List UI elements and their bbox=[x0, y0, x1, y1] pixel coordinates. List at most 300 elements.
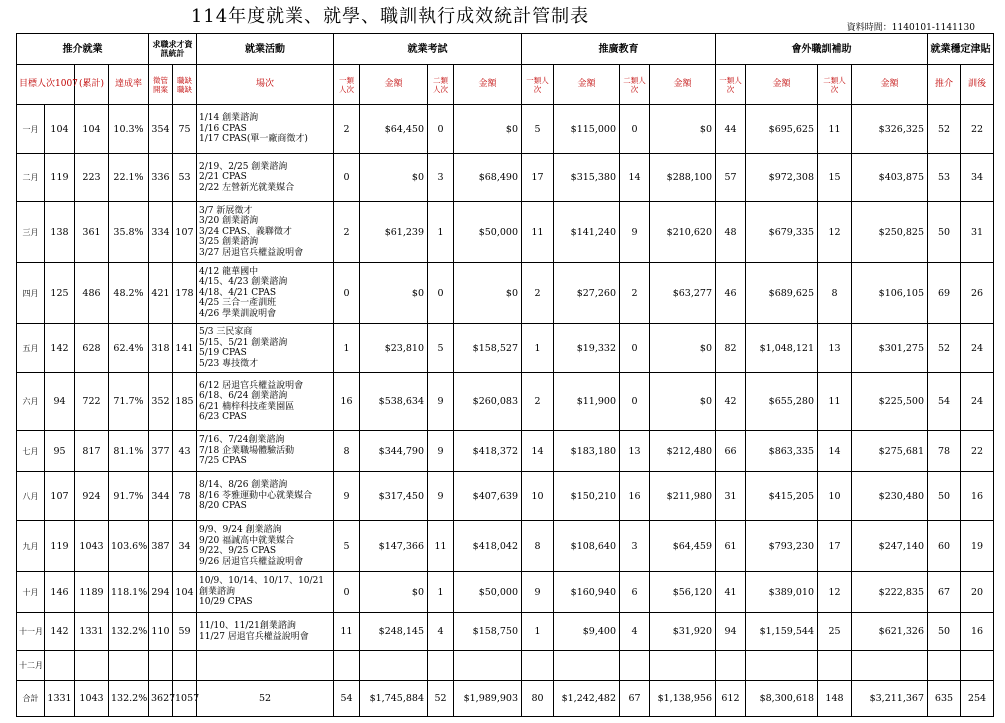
cell-ea2: $68,490 bbox=[454, 154, 522, 202]
cell-ea2: $407,639 bbox=[454, 472, 522, 521]
cell-cum: 486 bbox=[75, 263, 109, 324]
cell-s1: 50 bbox=[928, 613, 961, 651]
cell-vac: 75 bbox=[173, 105, 197, 154]
cell-t2: 10 bbox=[818, 472, 852, 521]
table-row bbox=[17, 431, 994, 472]
cell-vac: 141 bbox=[173, 324, 197, 373]
cell-ea1: $147,366 bbox=[360, 521, 428, 572]
cell-ea1: $1,745,884 bbox=[360, 681, 428, 717]
cell-vac: 53 bbox=[173, 154, 197, 202]
cell-rate: 132.2% bbox=[109, 613, 149, 651]
cell-rate bbox=[109, 651, 149, 681]
cell-pa1: $108,640 bbox=[554, 521, 620, 572]
subheader-place: 場次 bbox=[197, 65, 334, 105]
header-edu: 推廣教育 bbox=[522, 34, 716, 65]
cell-cum: 104 bbox=[75, 105, 109, 154]
cell-p2: 16 bbox=[620, 472, 650, 521]
month-cell: 十月 bbox=[17, 572, 45, 613]
cell-emp: 294 bbox=[149, 572, 173, 613]
subheader-training-class2: 二類人次 bbox=[818, 65, 852, 105]
cell-pa2: $210,620 bbox=[650, 202, 716, 263]
month-cell: 十二月 bbox=[17, 651, 45, 681]
cell-pa2 bbox=[650, 651, 716, 681]
cell-t1: 66 bbox=[716, 431, 746, 472]
cell-e1 bbox=[334, 651, 360, 681]
subheader-target: 目標人次1007 bbox=[17, 65, 75, 105]
cell-p2: 67 bbox=[620, 681, 650, 717]
cell-s2: 20 bbox=[961, 572, 994, 613]
cell-pa2: $31,920 bbox=[650, 613, 716, 651]
month-cell: 七月 bbox=[17, 431, 45, 472]
cell-ta1: $863,335 bbox=[746, 431, 818, 472]
cell-e1: 16 bbox=[334, 373, 360, 431]
cell-p1: 1 bbox=[522, 613, 554, 651]
cell-t1: 612 bbox=[716, 681, 746, 717]
cell-ta1: $389,010 bbox=[746, 572, 818, 613]
cell-e1: 8 bbox=[334, 431, 360, 472]
month-cell: 二月 bbox=[17, 154, 45, 202]
cell-p2: 0 bbox=[620, 324, 650, 373]
cell-t2: 11 bbox=[818, 105, 852, 154]
subheader-exam-class1: 一類人次 bbox=[334, 65, 360, 105]
cell-t1: 42 bbox=[716, 373, 746, 431]
cell-pa1: $160,940 bbox=[554, 572, 620, 613]
cell-ta1: $972,308 bbox=[746, 154, 818, 202]
cell-e2: 9 bbox=[428, 373, 454, 431]
cell-t2: 8 bbox=[818, 263, 852, 324]
month-cell: 十一月 bbox=[17, 613, 45, 651]
cell-ta1: $1,048,121 bbox=[746, 324, 818, 373]
cell-e1: 0 bbox=[334, 263, 360, 324]
cell-pa2: $211,980 bbox=[650, 472, 716, 521]
statistics-table bbox=[16, 33, 994, 717]
cell-cum: 1189 bbox=[75, 572, 109, 613]
cell-vac: 43 bbox=[173, 431, 197, 472]
cell-s1: 50 bbox=[928, 202, 961, 263]
cell-e2: 4 bbox=[428, 613, 454, 651]
cell-pa1: $141,240 bbox=[554, 202, 620, 263]
cell-ea1: $344,790 bbox=[360, 431, 428, 472]
cell-n bbox=[45, 651, 75, 681]
cell-ta2 bbox=[852, 651, 928, 681]
cell-rate: 22.1% bbox=[109, 154, 149, 202]
cell-e2: 52 bbox=[428, 681, 454, 717]
cell-place: 52 bbox=[197, 681, 334, 717]
cell-t2: 25 bbox=[818, 613, 852, 651]
cell-s2 bbox=[961, 651, 994, 681]
cell-cum bbox=[75, 651, 109, 681]
cell-n: 94 bbox=[45, 373, 75, 431]
cell-e2: 0 bbox=[428, 263, 454, 324]
subheader-training-amount2: 金額 bbox=[852, 65, 928, 105]
page-title: 114年度就業、就學、職訓執行成效統計管制表 bbox=[190, 6, 590, 27]
cell-p2 bbox=[620, 651, 650, 681]
cell-e2: 0 bbox=[428, 105, 454, 154]
cell-vac: 34 bbox=[173, 521, 197, 572]
cell-ea2 bbox=[454, 651, 522, 681]
cell-p1: 2 bbox=[522, 263, 554, 324]
subheader-exam-class2: 二類人次 bbox=[428, 65, 454, 105]
cell-t1: 61 bbox=[716, 521, 746, 572]
cell-place: 7/16、7/24創業諮詢 7/18 企業職場體驗活動 7/25 CPAS bbox=[197, 431, 334, 472]
total-row bbox=[17, 681, 994, 717]
header-vacancy: 求職求才資訊統計 bbox=[149, 34, 197, 65]
cell-pa2: $0 bbox=[650, 373, 716, 431]
cell-ta1: $689,625 bbox=[746, 263, 818, 324]
cell-ea1: $61,239 bbox=[360, 202, 428, 263]
cell-ta2: $403,875 bbox=[852, 154, 928, 202]
subheader-training-amount1: 金額 bbox=[746, 65, 818, 105]
cell-e2 bbox=[428, 651, 454, 681]
table-row bbox=[17, 572, 994, 613]
header-referral: 推介就業 bbox=[17, 34, 149, 65]
cell-ta1: $1,159,544 bbox=[746, 613, 818, 651]
cell-ea2: $50,000 bbox=[454, 572, 522, 613]
cell-p2: 6 bbox=[620, 572, 650, 613]
cell-ta2: $275,681 bbox=[852, 431, 928, 472]
cell-p1: 10 bbox=[522, 472, 554, 521]
month-cell: 六月 bbox=[17, 373, 45, 431]
cell-e1: 5 bbox=[334, 521, 360, 572]
cell-ea2: $158,750 bbox=[454, 613, 522, 651]
cell-p1: 1 bbox=[522, 324, 554, 373]
cell-cum: 361 bbox=[75, 202, 109, 263]
subheader-exam-amount2: 金額 bbox=[454, 65, 522, 105]
cell-emp bbox=[149, 651, 173, 681]
cell-s2: 22 bbox=[961, 431, 994, 472]
cell-ea1 bbox=[360, 651, 428, 681]
cell-vac: 59 bbox=[173, 613, 197, 651]
cell-t1 bbox=[716, 651, 746, 681]
cell-cum: 817 bbox=[75, 431, 109, 472]
cell-pa1 bbox=[554, 651, 620, 681]
cell-p2: 13 bbox=[620, 431, 650, 472]
cell-e2: 5 bbox=[428, 324, 454, 373]
cell-e1: 54 bbox=[334, 681, 360, 717]
cell-ta2: $621,326 bbox=[852, 613, 928, 651]
cell-e2: 1 bbox=[428, 572, 454, 613]
cell-pa1: $115,000 bbox=[554, 105, 620, 154]
cell-n: 1331 bbox=[45, 681, 75, 717]
cell-vac: 107 bbox=[173, 202, 197, 263]
cell-p1 bbox=[522, 651, 554, 681]
table-row bbox=[17, 202, 994, 263]
cell-emp: 110 bbox=[149, 613, 173, 651]
cell-pa1: $315,380 bbox=[554, 154, 620, 202]
cell-ea2: $1,989,903 bbox=[454, 681, 522, 717]
cell-ea1: $248,145 bbox=[360, 613, 428, 651]
cell-rate: 10.3% bbox=[109, 105, 149, 154]
cell-emp: 344 bbox=[149, 472, 173, 521]
cell-e1: 9 bbox=[334, 472, 360, 521]
cell-place: 2/19、2/25 創業諮詢 2/21 CPAS 2/22 左營新光就業媒合 bbox=[197, 154, 334, 202]
cell-p2: 2 bbox=[620, 263, 650, 324]
cell-cum: 223 bbox=[75, 154, 109, 202]
cell-ea2: $50,000 bbox=[454, 202, 522, 263]
subheader-employer: 徵管開案 bbox=[149, 65, 173, 105]
cell-pa1: $27,260 bbox=[554, 263, 620, 324]
cell-p2: 0 bbox=[620, 373, 650, 431]
month-cell: 九月 bbox=[17, 521, 45, 572]
cell-ta2: $250,825 bbox=[852, 202, 928, 263]
cell-ea2: $0 bbox=[454, 263, 522, 324]
cell-s1: 67 bbox=[928, 572, 961, 613]
cell-ea2: $260,083 bbox=[454, 373, 522, 431]
cell-ea1: $64,450 bbox=[360, 105, 428, 154]
cell-s2: 16 bbox=[961, 613, 994, 651]
cell-e1: 0 bbox=[334, 572, 360, 613]
cell-t1: 57 bbox=[716, 154, 746, 202]
cell-rate: 71.7% bbox=[109, 373, 149, 431]
month-cell: 八月 bbox=[17, 472, 45, 521]
cell-p2: 4 bbox=[620, 613, 650, 651]
cell-t2: 14 bbox=[818, 431, 852, 472]
cell-t2: 148 bbox=[818, 681, 852, 717]
cell-e1: 11 bbox=[334, 613, 360, 651]
cell-e1: 2 bbox=[334, 202, 360, 263]
cell-s2: 24 bbox=[961, 373, 994, 431]
cell-pa1: $9,400 bbox=[554, 613, 620, 651]
cell-cum: 1043 bbox=[75, 521, 109, 572]
cell-p1: 17 bbox=[522, 154, 554, 202]
cell-s2: 16 bbox=[961, 472, 994, 521]
cell-p1: 11 bbox=[522, 202, 554, 263]
cell-ea2: $418,042 bbox=[454, 521, 522, 572]
cell-t1: 31 bbox=[716, 472, 746, 521]
cell-vac: 1057 bbox=[173, 681, 197, 717]
cell-s1: 60 bbox=[928, 521, 961, 572]
cell-ea1: $23,810 bbox=[360, 324, 428, 373]
cell-ta1: $695,625 bbox=[746, 105, 818, 154]
cell-vac bbox=[173, 651, 197, 681]
table-row bbox=[17, 373, 994, 431]
cell-e2: 1 bbox=[428, 202, 454, 263]
cell-place: 8/14、8/26 創業諮詢 8/16 苓雅運動中心就業媒合 8/20 CPAS bbox=[197, 472, 334, 521]
cell-rate: 91.7% bbox=[109, 472, 149, 521]
cell-vac: 78 bbox=[173, 472, 197, 521]
cell-s1: 635 bbox=[928, 681, 961, 717]
cell-n: 138 bbox=[45, 202, 75, 263]
cell-place: 11/10、11/21創業諮詢 11/27 居退官兵權益說明會 bbox=[197, 613, 334, 651]
cell-ta2: $301,275 bbox=[852, 324, 928, 373]
table-row bbox=[17, 521, 994, 572]
subheader-after: 訓後 bbox=[961, 65, 994, 105]
cell-ta2: $3,211,367 bbox=[852, 681, 928, 717]
cell-t1: 94 bbox=[716, 613, 746, 651]
cell-place: 6/12 居退官兵權益說明會 6/18、6/24 創業諮詢 6/21 楠梓科技產業園區 6/23 CPAS bbox=[197, 373, 334, 431]
cell-rate: 132.2% bbox=[109, 681, 149, 717]
cell-s2: 34 bbox=[961, 154, 994, 202]
header-exam: 就業考試 bbox=[334, 34, 522, 65]
cell-s2: 22 bbox=[961, 105, 994, 154]
cell-t1: 41 bbox=[716, 572, 746, 613]
cell-emp: 336 bbox=[149, 154, 173, 202]
cell-ea1: $317,450 bbox=[360, 472, 428, 521]
cell-emp: 334 bbox=[149, 202, 173, 263]
table-row bbox=[17, 324, 994, 373]
cell-t2: 17 bbox=[818, 521, 852, 572]
cell-s1: 54 bbox=[928, 373, 961, 431]
cell-n: 142 bbox=[45, 324, 75, 373]
cell-t2 bbox=[818, 651, 852, 681]
subheader-edu-amount1: 金額 bbox=[554, 65, 620, 105]
cell-t2: 12 bbox=[818, 572, 852, 613]
cell-emp: 421 bbox=[149, 263, 173, 324]
cell-vac: 178 bbox=[173, 263, 197, 324]
cell-pa1: $19,332 bbox=[554, 324, 620, 373]
cell-s1 bbox=[928, 651, 961, 681]
cell-p1: 14 bbox=[522, 431, 554, 472]
cell-t2: 15 bbox=[818, 154, 852, 202]
cell-s1: 78 bbox=[928, 431, 961, 472]
cell-p1: 80 bbox=[522, 681, 554, 717]
cell-cum: 628 bbox=[75, 324, 109, 373]
cell-s2: 26 bbox=[961, 263, 994, 324]
cell-place: 5/3 三民家商 5/15、5/21 創業諮詢 5/19 CPAS 5/23 專技徵才 bbox=[197, 324, 334, 373]
cell-p2: 3 bbox=[620, 521, 650, 572]
cell-p2: 0 bbox=[620, 105, 650, 154]
cell-cum: 722 bbox=[75, 373, 109, 431]
cell-pa1: $1,242,482 bbox=[554, 681, 620, 717]
cell-emp: 3627 bbox=[149, 681, 173, 717]
cell-pa2: $0 bbox=[650, 324, 716, 373]
month-cell: 三月 bbox=[17, 202, 45, 263]
subheader-refer: 推介 bbox=[928, 65, 961, 105]
cell-ta1: $679,335 bbox=[746, 202, 818, 263]
cell-t2: 13 bbox=[818, 324, 852, 373]
cell-pa1: $150,210 bbox=[554, 472, 620, 521]
cell-e1: 1 bbox=[334, 324, 360, 373]
cell-e1: 2 bbox=[334, 105, 360, 154]
cell-ea1: $0 bbox=[360, 154, 428, 202]
subheader-edu-class1: 一類人次 bbox=[522, 65, 554, 105]
cell-emp: 318 bbox=[149, 324, 173, 373]
cell-ta1: $8,300,618 bbox=[746, 681, 818, 717]
cell-ta2: $225,500 bbox=[852, 373, 928, 431]
cell-s1: 50 bbox=[928, 472, 961, 521]
cell-ea2: $418,372 bbox=[454, 431, 522, 472]
cell-pa2: $1,138,956 bbox=[650, 681, 716, 717]
cell-ea1: $0 bbox=[360, 263, 428, 324]
cell-cum: 1331 bbox=[75, 613, 109, 651]
cell-t1: 48 bbox=[716, 202, 746, 263]
subheader-vacancy: 職缺職缺 bbox=[173, 65, 197, 105]
cell-pa2: $288,100 bbox=[650, 154, 716, 202]
header-activity: 就業活動 bbox=[197, 34, 334, 65]
cell-ta1: $793,230 bbox=[746, 521, 818, 572]
cell-t1: 46 bbox=[716, 263, 746, 324]
cell-ea1: $0 bbox=[360, 572, 428, 613]
cell-n: 146 bbox=[45, 572, 75, 613]
subheader-edu-amount2: 金額 bbox=[650, 65, 716, 105]
cell-n: 142 bbox=[45, 613, 75, 651]
cell-place: 9/9、9/24 創業諮詢 9/20 福誠高中就業媒合 9/22、9/25 CPAS 9/26 居退官兵權益說明會 bbox=[197, 521, 334, 572]
cell-ea1: $538,634 bbox=[360, 373, 428, 431]
cell-e2: 9 bbox=[428, 431, 454, 472]
subheader-cumulative: (累計) bbox=[75, 65, 109, 105]
cell-p1: 8 bbox=[522, 521, 554, 572]
cell-s2: 254 bbox=[961, 681, 994, 717]
cell-place: 3/7 新展徵才 3/20 創業諮詢 3/24 CPAS、義聯徵才 3/25 創業諮詢 3/27 居退官兵權益說明會 bbox=[197, 202, 334, 263]
cell-ta1: $655,280 bbox=[746, 373, 818, 431]
cell-ta2: $247,140 bbox=[852, 521, 928, 572]
table-row bbox=[17, 154, 994, 202]
cell-p2: 14 bbox=[620, 154, 650, 202]
table-row bbox=[17, 651, 994, 681]
subheader-rate: 達成率 bbox=[109, 65, 149, 105]
cell-n: 104 bbox=[45, 105, 75, 154]
cell-s2: 31 bbox=[961, 202, 994, 263]
cell-ta2: $326,325 bbox=[852, 105, 928, 154]
cell-s2: 24 bbox=[961, 324, 994, 373]
cell-emp: 387 bbox=[149, 521, 173, 572]
cell-pa2: $0 bbox=[650, 105, 716, 154]
cell-pa1: $183,180 bbox=[554, 431, 620, 472]
cell-n: 125 bbox=[45, 263, 75, 324]
table-row bbox=[17, 613, 994, 651]
cell-pa2: $56,120 bbox=[650, 572, 716, 613]
month-cell: 四月 bbox=[17, 263, 45, 324]
cell-rate: 118.1% bbox=[109, 572, 149, 613]
cell-s1: 52 bbox=[928, 324, 961, 373]
subheader-edu-class2: 二類人次 bbox=[620, 65, 650, 105]
header-training: 會外職訓補助 bbox=[716, 34, 928, 65]
cell-p2: 9 bbox=[620, 202, 650, 263]
cell-ta2: $106,105 bbox=[852, 263, 928, 324]
cell-vac: 185 bbox=[173, 373, 197, 431]
cell-t2: 12 bbox=[818, 202, 852, 263]
cell-pa1: $11,900 bbox=[554, 373, 620, 431]
cell-rate: 35.8% bbox=[109, 202, 149, 263]
subheader-training-class1: 一類人次 bbox=[716, 65, 746, 105]
month-cell: 一月 bbox=[17, 105, 45, 154]
cell-p1: 5 bbox=[522, 105, 554, 154]
cell-emp: 354 bbox=[149, 105, 173, 154]
cell-place: 4/12 龍華國中 4/15、4/23 創業諮詢 4/18、4/21 CPAS 4/25 三合一產訓班 4/26 學業訓說明會 bbox=[197, 263, 334, 324]
cell-place: 10/9、10/14、10/17、10/21 創業諮詢 10/29 CPAS bbox=[197, 572, 334, 613]
cell-t2: 11 bbox=[818, 373, 852, 431]
cell-ta2: $222,835 bbox=[852, 572, 928, 613]
cell-rate: 48.2% bbox=[109, 263, 149, 324]
table-row bbox=[17, 105, 994, 154]
cell-rate: 81.1% bbox=[109, 431, 149, 472]
cell-rate: 103.6% bbox=[109, 521, 149, 572]
cell-ta1: $415,205 bbox=[746, 472, 818, 521]
cell-vac: 104 bbox=[173, 572, 197, 613]
month-cell: 五月 bbox=[17, 324, 45, 373]
cell-p1: 2 bbox=[522, 373, 554, 431]
header-stable: 就業穩定津貼 bbox=[928, 34, 994, 65]
month-cell: 合計 bbox=[17, 681, 45, 717]
cell-place bbox=[197, 651, 334, 681]
cell-t1: 82 bbox=[716, 324, 746, 373]
cell-n: 119 bbox=[45, 154, 75, 202]
cell-s1: 69 bbox=[928, 263, 961, 324]
subheader-exam-amount1: 金額 bbox=[360, 65, 428, 105]
cell-n: 119 bbox=[45, 521, 75, 572]
cell-s1: 53 bbox=[928, 154, 961, 202]
cell-place: 1/14 創業諮詢 1/16 CPAS 1/17 CPAS(單一廠商徵才) bbox=[197, 105, 334, 154]
cell-e2: 9 bbox=[428, 472, 454, 521]
table-row bbox=[17, 263, 994, 324]
cell-cum: 924 bbox=[75, 472, 109, 521]
cell-pa2: $63,277 bbox=[650, 263, 716, 324]
cell-s1: 52 bbox=[928, 105, 961, 154]
cell-e2: 3 bbox=[428, 154, 454, 202]
cell-t1: 44 bbox=[716, 105, 746, 154]
cell-n: 95 bbox=[45, 431, 75, 472]
cell-e1: 0 bbox=[334, 154, 360, 202]
